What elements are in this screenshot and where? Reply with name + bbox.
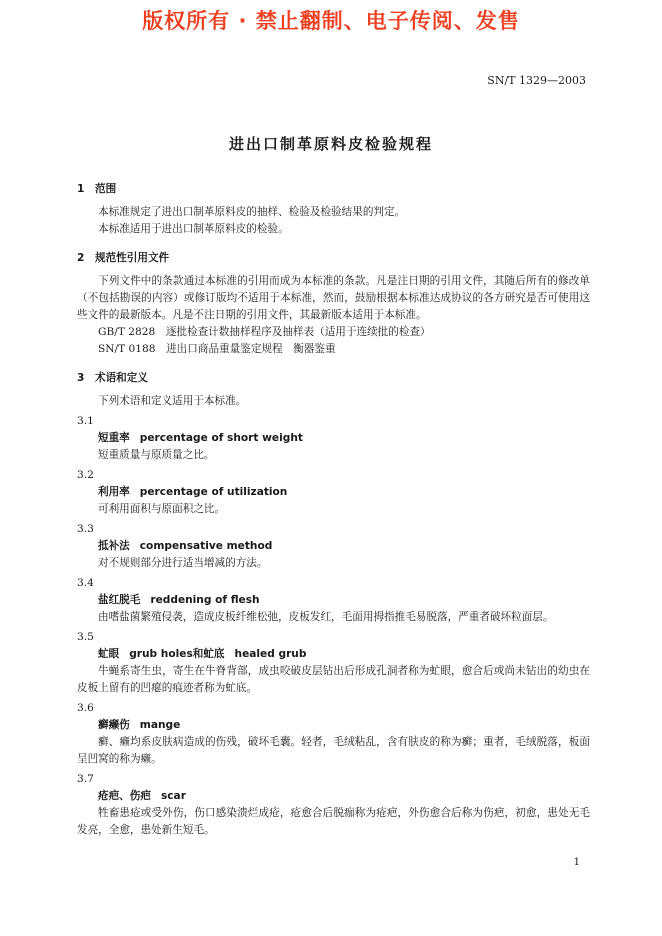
section-number: 1	[77, 183, 85, 195]
section-heading-scope	[77, 181, 590, 198]
term-chinese: 利用率	[98, 486, 130, 498]
term-heading	[77, 717, 590, 734]
section-heading-terms-definitions	[77, 370, 590, 387]
paragraph: 本标准规定了进出口制革原料皮的抽样、检验及检验结果的判定。	[98, 206, 406, 218]
term-definition: 牲畜患疮或受外伤，伤口感染溃烂成疮，疮愈合后脱痂称为疮疤，外伤愈合后称为伤疤，初愈，患处无毛发亮，全愈，患处新生短毛。	[77, 807, 590, 836]
section-title: 术语和定义	[95, 372, 148, 384]
term-heading	[77, 484, 590, 501]
section-title: 规范性引用文件	[95, 252, 170, 264]
watermark-banner: 版权所有 · 禁止翻制、电子传阅、发售	[142, 9, 520, 33]
term-number: 3.2	[77, 469, 94, 481]
page-title: 进出口制革原料皮检验规程	[228, 135, 433, 153]
term-chinese-second: 和虻底	[192, 648, 225, 660]
reference-title: 逐批检查计数抽样程序及抽样表（适用于连续批的检查）	[165, 326, 431, 338]
term-number: 3.1	[77, 415, 94, 427]
term-chinese: 盐红脱毛	[98, 594, 141, 606]
reference-code: GB/T 2828	[98, 326, 156, 338]
term-chinese: 虻眼	[98, 648, 120, 660]
page-number: 1	[573, 857, 580, 868]
term-chinese: 癣癞伤	[98, 719, 130, 731]
term-definition: 癣、癞均系皮肤病造成的伤残，破坏毛囊。轻者，毛绒粘乱，含有肤皮的称为癣；重者，毛绒脱落，板面呈凹窝的称为癞。	[77, 736, 590, 765]
term-number: 3.4	[77, 577, 94, 589]
term-chinese: 抵补法	[98, 540, 130, 552]
term-heading	[77, 788, 590, 805]
term-english: percentage of utilization	[139, 486, 288, 498]
paragraph: 下列文件中的条款通过本标准的引用而成为本标准的条款。凡是注日期的引用文件，其随后所有的修改单（不包括勘误的内容）或修订版均不适用于本标准，然而，鼓励根据本标准达成协议的各方研究是否可使用这些文件的最新版本。凡是不注日期的引用文件，其最新版本适用于本标准。	[77, 275, 590, 321]
term-definition: 牛蝇系寄生虫，寄生在牛脊背部，成虫咬破皮层钻出后形成孔洞者称为虻眼，愈合后或尚未钻出的幼虫在皮板上留有的凹瘪的痕迹者称为虻底。	[77, 665, 590, 694]
term-english: reddening of flesh	[150, 594, 260, 606]
reference-title: 进出口商品重量鉴定规程 衡器鉴重	[166, 343, 336, 355]
paragraph: 本标准适用于进出口制革原料皮的检验。	[98, 223, 289, 235]
term-heading	[77, 592, 590, 609]
term-definition: 可利用面积与原面积之比。	[98, 503, 226, 515]
reference-item	[77, 341, 590, 358]
section-title: 范围	[95, 183, 117, 195]
term-number: 3.6	[77, 702, 94, 714]
section-number: 2	[77, 252, 85, 264]
term-heading	[77, 430, 590, 447]
term-heading	[77, 538, 590, 555]
term-english: grub holes	[129, 648, 193, 660]
term-number: 3.7	[77, 773, 94, 785]
reference-item	[77, 324, 590, 341]
term-chinese: 疮疤、伤疤	[98, 790, 151, 802]
term-chinese: 短重率	[98, 432, 130, 444]
term-english: compensative method	[139, 540, 273, 552]
document-number: SN/T 1329—2003	[487, 74, 586, 87]
term-definition: 由嗜盐菌繁殖侵袭，造成皮板纤维松弛，皮板发红，毛面用拇指推毛易脱落，严重者破坏粒面层。	[98, 611, 554, 623]
term-heading	[77, 646, 590, 663]
term-number: 3.5	[77, 631, 94, 643]
term-english: scar	[160, 790, 186, 802]
section-number: 3	[77, 372, 85, 384]
section-heading-normative-references	[77, 250, 590, 267]
term-english-second: healed grub	[234, 648, 307, 660]
term-number: 3.3	[77, 523, 94, 535]
paragraph: 下列术语和定义适用于本标准。	[98, 395, 247, 407]
document-body	[77, 181, 590, 839]
term-definition: 短重质量与原质量之比。	[98, 449, 215, 461]
term-english: percentage of short weight	[139, 432, 303, 444]
term-definition: 对不规则部分进行适当增减的方法。	[98, 557, 268, 569]
reference-code: SN/T 0188	[98, 343, 156, 355]
term-english: mange	[139, 719, 181, 731]
